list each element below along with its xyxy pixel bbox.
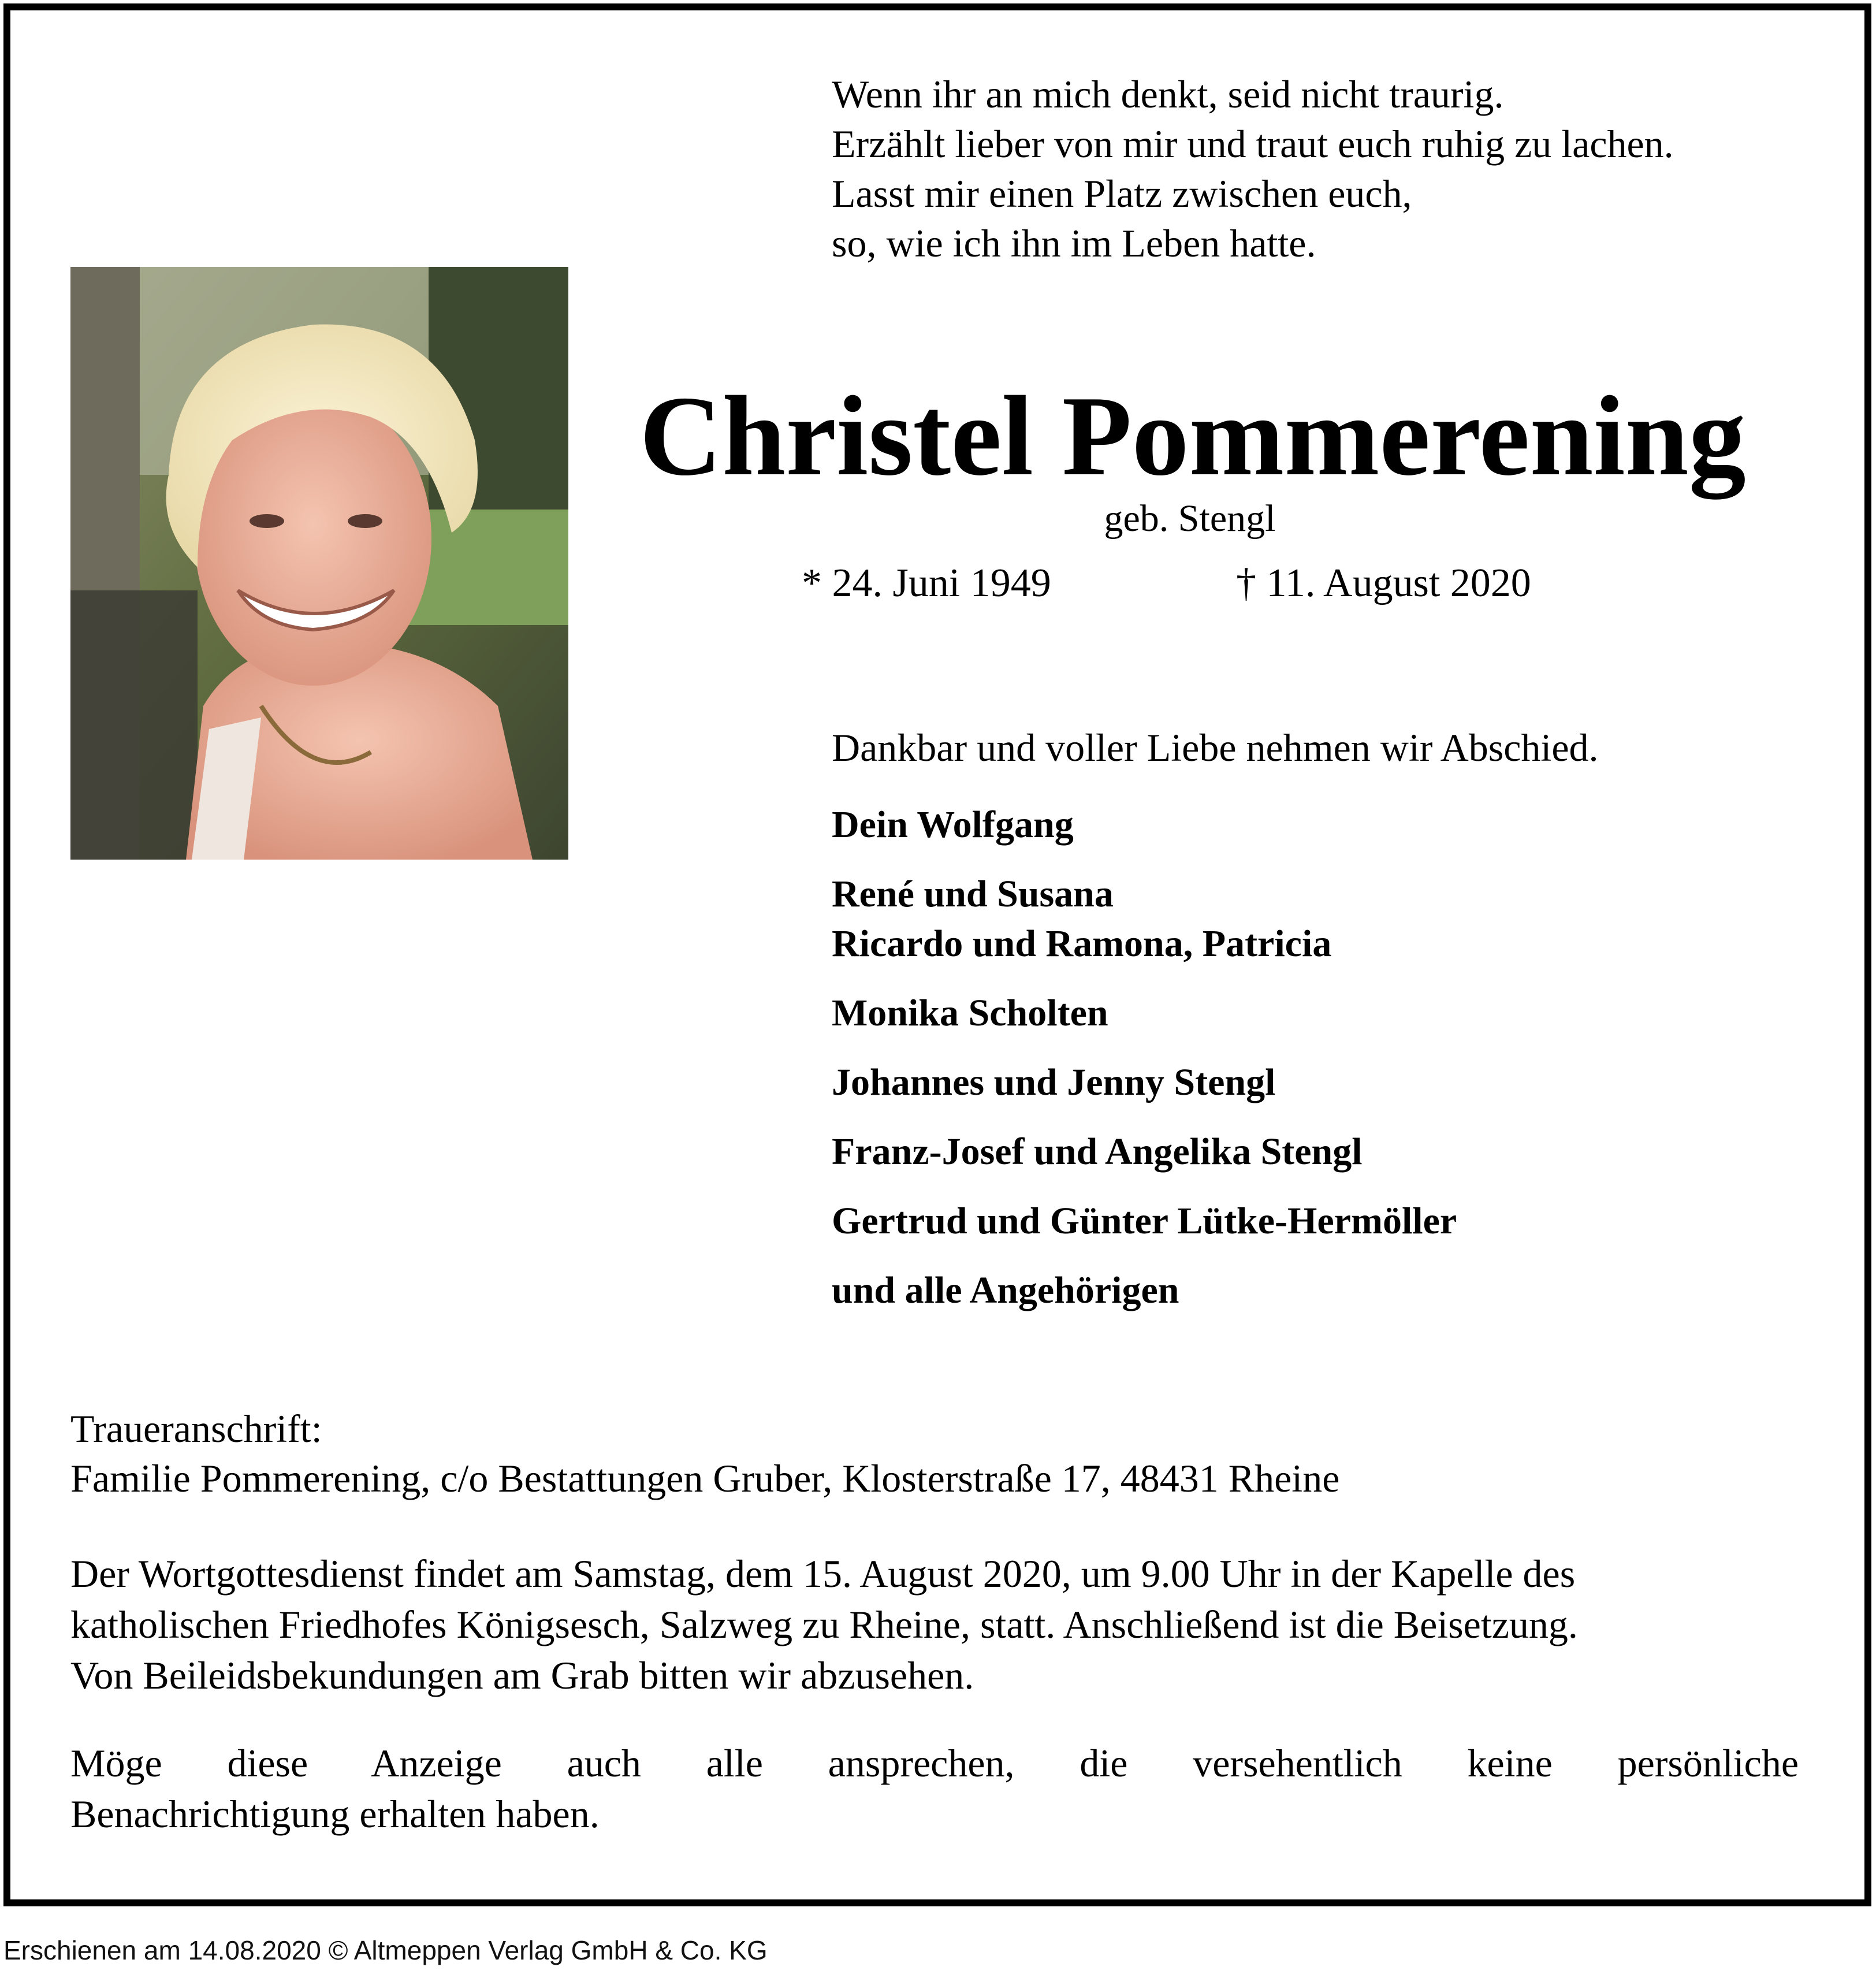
maiden-name: geb. Stengl (1104, 497, 1276, 540)
portrait-photo (70, 267, 568, 860)
mourning-address (70, 1404, 1339, 1503)
mourners-list (832, 800, 1457, 1335)
mourner-group (832, 988, 1457, 1038)
mourner-group (832, 869, 1457, 969)
deceased-name: Christel Pommerening (639, 373, 1746, 499)
mourner-name: Gertrud und Günter Lütke-Hermöller (832, 1200, 1457, 1242)
mourner-name: Johannes und Jenny Stengl (832, 1061, 1276, 1103)
address-label: Traueranschrift: (70, 1407, 322, 1451)
portrait-photo-image (70, 267, 568, 860)
birth-date: * 24. Juni 1949 (802, 561, 1051, 605)
poem-line: so, wie ich ihn im Leben hatte. (832, 221, 1316, 265)
service-line: katholischen Friedhofes Königsesch, Salzweg zu Rheine, statt. Anschließend ist die Beisetzung. (70, 1603, 1578, 1646)
note-line: Möge diese Anzeige auch alle ansprechen, die versehentlich keine persönliche (70, 1741, 1799, 1785)
notification-note (70, 1738, 1799, 1839)
mourner-name: und alle Angehörigen (832, 1269, 1179, 1311)
death-date: † 11. August 2020 (1236, 561, 1531, 605)
mourner-name: René und Susana (832, 873, 1114, 915)
mourner-group (832, 1058, 1457, 1107)
note-line: Benachrichtigung erhalten haben. (70, 1792, 600, 1836)
mourner-group (832, 1127, 1457, 1177)
service-line: Von Beileidsbekundungen am Grab bitten wir abzusehen. (70, 1653, 974, 1697)
mourner-name: Franz-Josef und Angelika Stengl (832, 1131, 1363, 1173)
poem-line: Erzählt lieber von mir und traut euch ruhig zu lachen. (832, 122, 1674, 166)
mourner-name: Monika Scholten (832, 992, 1108, 1034)
mourner-group (832, 1266, 1457, 1315)
mourner-group (832, 800, 1457, 850)
mourner-name: Dein Wolfgang (832, 804, 1074, 846)
address-text: Familie Pommerening, c/o Bestattungen Gruber, Klosterstraße 17, 48431 Rheine (70, 1456, 1340, 1500)
farewell-text: Dankbar und voller Liebe nehmen wir Abschied. (832, 726, 1599, 769)
poem (832, 69, 1674, 268)
service-info (70, 1548, 1797, 1701)
publication-footer: Erschienen am 14.08.2020 © Altmeppen Verlag GmbH & Co. KG (3, 1935, 768, 1965)
mourner-group (832, 1196, 1457, 1246)
poem-line: Lasst mir einen Platz zwischen euch, (832, 172, 1412, 215)
mourner-name: Ricardo und Ramona, Patricia (832, 923, 1332, 965)
poem-line: Wenn ihr an mich denkt, seid nicht traurig. (832, 72, 1504, 116)
service-line: Der Wortgottesdienst findet am Samstag, dem 15. August 2020, um 9.00 Uhr in der Kapelle des (70, 1552, 1576, 1596)
